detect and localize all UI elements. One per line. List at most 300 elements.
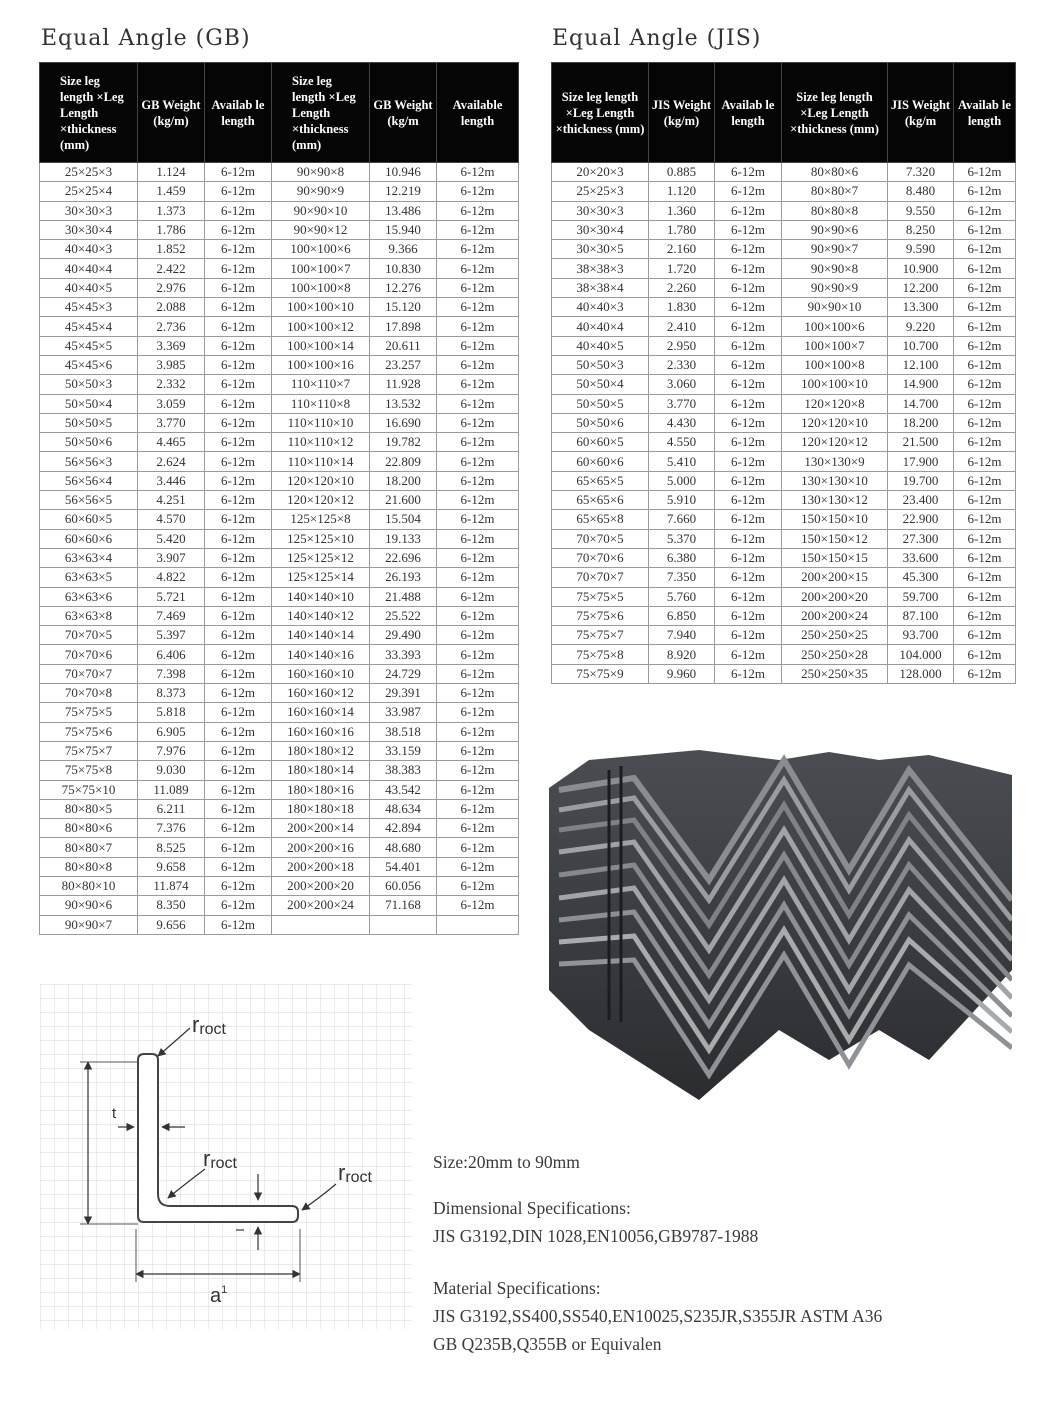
table-cell: 6-12m	[437, 452, 519, 471]
table-cell: 87.100	[888, 606, 954, 625]
table-cell: 17.900	[888, 452, 954, 471]
table-cell: 6-12m	[437, 413, 519, 432]
table-cell: 6-12m	[205, 259, 272, 278]
table-cell: 20.611	[370, 336, 437, 355]
table-cell: 45×45×4	[40, 317, 138, 336]
table-cell: 6-12m	[205, 336, 272, 355]
table-cell: 6-12m	[954, 220, 1016, 239]
table-cell: 75×75×10	[40, 780, 138, 799]
table-cell: 8.250	[888, 220, 954, 239]
table-cell: 2.950	[649, 336, 715, 355]
table-cell: 45×45×6	[40, 355, 138, 374]
table-cell: 5.910	[649, 491, 715, 510]
table-row	[40, 664, 519, 683]
table-cell: 33.987	[370, 703, 437, 722]
table-cell: 75×75×8	[552, 645, 649, 664]
table-cell: 6-12m	[954, 529, 1016, 548]
table-row	[552, 375, 1016, 394]
table-cell: 90×90×7	[40, 915, 138, 934]
table-cell: 6-12m	[715, 433, 782, 452]
table-cell: 30×30×5	[552, 240, 649, 259]
table-cell: 5.760	[649, 587, 715, 606]
table-cell: 125×125×14	[272, 568, 370, 587]
table-cell: 90×90×12	[272, 220, 370, 239]
table-cell: 70×70×6	[552, 548, 649, 567]
table-row	[40, 452, 519, 471]
table-cell: 6-12m	[205, 587, 272, 606]
table-cell: 5.000	[649, 471, 715, 490]
table-cell: 120×120×12	[272, 491, 370, 510]
table-cell: 13.486	[370, 201, 437, 220]
table-cell: 26.193	[370, 568, 437, 587]
table-cell: 6-12m	[954, 587, 1016, 606]
table-cell: 23.257	[370, 355, 437, 374]
table-cell: 12.100	[888, 355, 954, 374]
table-cell: 6-12m	[954, 317, 1016, 336]
table-row	[40, 684, 519, 703]
col-header-length: Availab le length	[205, 63, 272, 163]
table-row	[552, 259, 1016, 278]
table-cell: 120×120×10	[782, 413, 888, 432]
table-cell: 6-12m	[437, 355, 519, 374]
table-cell: 6-12m	[205, 915, 272, 934]
table-cell: 6-12m	[205, 838, 272, 857]
table-cell: 1.830	[649, 298, 715, 317]
table-row	[40, 741, 519, 760]
table-cell: 6-12m	[205, 491, 272, 510]
table-cell: 6-12m	[954, 645, 1016, 664]
table-row	[40, 857, 519, 876]
table-cell: 54.401	[370, 857, 437, 876]
col-header-weight: GB Weight (kg/m)	[138, 63, 205, 163]
table-cell: 250×250×28	[782, 645, 888, 664]
table-cell: 150×150×15	[782, 548, 888, 567]
table-row	[552, 471, 1016, 490]
table-cell: 16.690	[370, 413, 437, 432]
steel-angle-photo	[549, 730, 1012, 1150]
table-cell: 6-12m	[437, 336, 519, 355]
table-cell: 6-12m	[715, 510, 782, 529]
table-cell: 6-12m	[715, 587, 782, 606]
table-cell: 180×180×18	[272, 799, 370, 818]
table-row	[552, 606, 1016, 625]
table-cell: 6-12m	[437, 529, 519, 548]
table-cell: 5.420	[138, 529, 205, 548]
table-cell: 90×90×6	[782, 220, 888, 239]
table-cell: 3.907	[138, 548, 205, 567]
table-cell: 56×56×5	[40, 491, 138, 510]
table-cell: 2.976	[138, 278, 205, 297]
table-cell: 9.550	[888, 201, 954, 220]
table-row	[40, 838, 519, 857]
table-cell: 6-12m	[205, 375, 272, 394]
table-cell: 6-12m	[437, 722, 519, 741]
table-cell: 75×75×9	[552, 664, 649, 683]
table-cell: 9.590	[888, 240, 954, 259]
table-cell: 29.391	[370, 684, 437, 703]
table-cell: 6-12m	[205, 761, 272, 780]
table-cell: 12.276	[370, 278, 437, 297]
table-cell: 250×250×35	[782, 664, 888, 683]
r-label-inner: rroct	[203, 1146, 237, 1172]
table-cell: 120×120×12	[782, 433, 888, 452]
table-cell: 120×120×8	[782, 394, 888, 413]
table-cell: 6-12m	[715, 240, 782, 259]
table-cell: 6-12m	[205, 896, 272, 915]
table-cell: 50×50×3	[40, 375, 138, 394]
table-row	[40, 761, 519, 780]
table-cell: 75×75×8	[40, 761, 138, 780]
table-row	[40, 240, 519, 259]
table-cell: 6-12m	[715, 317, 782, 336]
table-cell: 70×70×7	[40, 664, 138, 683]
table-cell: 65×65×6	[552, 491, 649, 510]
material-spec-line-1: JIS G3192,SS400,SS540,EN10025,S235JR,S355JR ASTM A36	[433, 1306, 883, 1326]
table-cell: 25×25×4	[40, 182, 138, 201]
table-cell: 3.446	[138, 471, 205, 490]
table-cell: 65×65×8	[552, 510, 649, 529]
col-header-size-2: Size leg length ×Leg Length ×thickness (mm)	[272, 63, 370, 163]
table-cell: 6-12m	[437, 278, 519, 297]
table-cell: 13.300	[888, 298, 954, 317]
table-cell: 2.624	[138, 452, 205, 471]
material-spec-heading: Material Specifications:	[433, 1278, 601, 1298]
table-cell: 1.786	[138, 220, 205, 239]
table-cell: 100×100×8	[782, 355, 888, 374]
table-cell: 12.219	[370, 182, 437, 201]
table-cell: 6-12m	[954, 375, 1016, 394]
table-cell: 33.393	[370, 645, 437, 664]
table-cell: 6-12m	[715, 413, 782, 432]
table-cell: 6-12m	[715, 626, 782, 645]
table-cell: 6-12m	[437, 510, 519, 529]
table-cell: 75×75×7	[552, 626, 649, 645]
table-cell: 48.680	[370, 838, 437, 857]
table-cell: 2.160	[649, 240, 715, 259]
table-cell: 104.000	[888, 645, 954, 664]
table-cell: 33.159	[370, 741, 437, 760]
col-header-size: Size leg length ×Leg Length ×thickness (mm)	[552, 63, 649, 163]
table-cell: 7.376	[138, 819, 205, 838]
table-cell: 50×50×4	[40, 394, 138, 413]
table-cell: 15.504	[370, 510, 437, 529]
table-cell: 15.120	[370, 298, 437, 317]
table-cell: 6-12m	[437, 259, 519, 278]
table-cell: 100×100×6	[272, 240, 370, 259]
table-cell: 7.398	[138, 664, 205, 683]
table-cell: 8.350	[138, 896, 205, 915]
table-cell: 0.885	[649, 163, 715, 182]
table-cell: 40×40×4	[552, 317, 649, 336]
table-cell: 140×140×14	[272, 626, 370, 645]
table-cell: 130×130×9	[782, 452, 888, 471]
table-cell: 9.366	[370, 240, 437, 259]
table-cell: 125×125×10	[272, 529, 370, 548]
table-cell: 12.200	[888, 278, 954, 297]
table-row	[40, 548, 519, 567]
table-row	[40, 433, 519, 452]
table-cell: 6-12m	[437, 240, 519, 259]
table-cell: 4.822	[138, 568, 205, 587]
table-cell: 75×75×6	[552, 606, 649, 625]
table-cell: 6-12m	[205, 780, 272, 799]
table-cell: 180×180×16	[272, 780, 370, 799]
table-cell: 30×30×3	[40, 201, 138, 220]
table-cell: 120×120×10	[272, 471, 370, 490]
table-cell: 75×75×5	[40, 703, 138, 722]
table-cell: 6-12m	[437, 548, 519, 567]
table-cell: 6-12m	[205, 876, 272, 895]
table-cell: 14.900	[888, 375, 954, 394]
table-cell: 50×50×6	[40, 433, 138, 452]
table-cell: 6.380	[649, 548, 715, 567]
table-cell: 19.133	[370, 529, 437, 548]
table-cell: 6-12m	[205, 413, 272, 432]
table-cell: 6-12m	[437, 896, 519, 915]
table-cell: 110×110×14	[272, 452, 370, 471]
table-header-row	[552, 63, 1016, 163]
size-text: Size:20mm to 90mm	[433, 1152, 580, 1172]
material-spec-line-2: GB Q235B,Q355B or Equivalen	[433, 1334, 662, 1354]
table-cell: 6-12m	[205, 799, 272, 818]
table-row	[552, 220, 1016, 239]
table-cell: 6-12m	[437, 819, 519, 838]
table-cell: 6-12m	[205, 471, 272, 490]
table-row	[40, 915, 519, 934]
table-row	[40, 278, 519, 297]
table-cell: 11.928	[370, 375, 437, 394]
table-cell: 70×70×5	[40, 626, 138, 645]
table-cell: 6-12m	[205, 568, 272, 587]
table-cell: 22.696	[370, 548, 437, 567]
table-cell: 6-12m	[205, 684, 272, 703]
table-cell: 6-12m	[715, 163, 782, 182]
table-cell: 5.397	[138, 626, 205, 645]
table-cell: 38×38×4	[552, 278, 649, 297]
table-row	[40, 317, 519, 336]
table-cell: 70×70×8	[40, 684, 138, 703]
table-cell: 5.370	[649, 529, 715, 548]
table-cell: 250×250×25	[782, 626, 888, 645]
table-cell: 27.300	[888, 529, 954, 548]
table-cell: 7.350	[649, 568, 715, 587]
table-cell: 63×63×8	[40, 606, 138, 625]
table-row	[40, 394, 519, 413]
table-cell: 2.736	[138, 317, 205, 336]
table-row	[40, 182, 519, 201]
table-cell: 63×63×6	[40, 587, 138, 606]
gb-equal-angle-table	[39, 62, 519, 935]
table-cell: 70×70×6	[40, 645, 138, 664]
table-cell	[370, 915, 437, 934]
table-cell: 1.124	[138, 163, 205, 182]
table-cell: 8.373	[138, 684, 205, 703]
table-cell: 80×80×5	[40, 799, 138, 818]
table-cell: 6-12m	[715, 645, 782, 664]
table-cell: 1.780	[649, 220, 715, 239]
table-cell: 1.852	[138, 240, 205, 259]
table-cell: 15.940	[370, 220, 437, 239]
table-row	[40, 163, 519, 182]
table-cell: 6.211	[138, 799, 205, 818]
table-cell: 63×63×5	[40, 568, 138, 587]
table-row	[552, 298, 1016, 317]
table-cell: 60×60×5	[552, 433, 649, 452]
table-cell: 2.410	[649, 317, 715, 336]
table-cell: 110×110×7	[272, 375, 370, 394]
table-cell: 200×200×24	[272, 896, 370, 915]
table-cell: 6-12m	[437, 394, 519, 413]
table-cell: 56×56×4	[40, 471, 138, 490]
table-row	[552, 413, 1016, 432]
table-cell: 6-12m	[437, 587, 519, 606]
table-cell: 6-12m	[205, 201, 272, 220]
table-cell: 71.168	[370, 896, 437, 915]
table-row	[552, 664, 1016, 683]
table-cell: 9.656	[138, 915, 205, 934]
table-cell: 200×200×16	[272, 838, 370, 857]
table-cell: 33.600	[888, 548, 954, 567]
table-cell: 21.500	[888, 433, 954, 452]
table-row	[552, 626, 1016, 645]
table-cell: 6-12m	[205, 452, 272, 471]
table-cell: 130×130×12	[782, 491, 888, 510]
table-cell: 50×50×3	[552, 355, 649, 374]
table-cell: 93.700	[888, 626, 954, 645]
table-cell: 3.985	[138, 355, 205, 374]
table-cell: 90×90×8	[782, 259, 888, 278]
table-cell: 160×160×10	[272, 664, 370, 683]
table-row	[40, 568, 519, 587]
table-cell: 40×40×5	[40, 278, 138, 297]
table-cell: 6-12m	[437, 684, 519, 703]
table-cell: 6-12m	[715, 355, 782, 374]
table-cell: 42.894	[370, 819, 437, 838]
table-cell: 21.488	[370, 587, 437, 606]
table-cell: 7.976	[138, 741, 205, 760]
table-cell: 11.874	[138, 876, 205, 895]
table-cell: 6-12m	[954, 413, 1016, 432]
table-cell: 6-12m	[715, 298, 782, 317]
table-cell: 63×63×4	[40, 548, 138, 567]
table-cell: 10.830	[370, 259, 437, 278]
table-cell: 10.700	[888, 336, 954, 355]
table-cell: 1.373	[138, 201, 205, 220]
table-cell: 6-12m	[954, 394, 1016, 413]
table-row	[40, 799, 519, 818]
table-cell: 80×80×8	[40, 857, 138, 876]
table-cell: 60×60×5	[40, 510, 138, 529]
table-cell: 6-12m	[437, 317, 519, 336]
table-cell: 6-12m	[715, 471, 782, 490]
table-cell: 6-12m	[954, 510, 1016, 529]
table-cell: 2.330	[649, 355, 715, 374]
table-cell: 25.522	[370, 606, 437, 625]
table-cell: 90×90×9	[782, 278, 888, 297]
table-cell: 6-12m	[205, 645, 272, 664]
table-row	[552, 317, 1016, 336]
table-cell: 80×80×7	[40, 838, 138, 857]
table-cell: 23.400	[888, 491, 954, 510]
dimensional-spec-values: JIS G3192,DIN 1028,EN10056,GB9787-1988	[433, 1226, 759, 1246]
table-cell: 43.542	[370, 780, 437, 799]
table-row	[40, 529, 519, 548]
table-cell: 7.940	[649, 626, 715, 645]
table-row	[40, 626, 519, 645]
table-cell: 6-12m	[205, 394, 272, 413]
table-cell: 70×70×5	[552, 529, 649, 548]
table-cell: 25×25×3	[552, 182, 649, 201]
table-row	[552, 240, 1016, 259]
table-cell: 8.480	[888, 182, 954, 201]
table-cell: 7.469	[138, 606, 205, 625]
table-cell: 6-12m	[954, 355, 1016, 374]
table-row	[552, 201, 1016, 220]
table-cell: 100×100×6	[782, 317, 888, 336]
table-cell: 6-12m	[437, 741, 519, 760]
gb-table-title: Equal Angle (GB)	[41, 26, 251, 51]
table-cell: 3.770	[138, 413, 205, 432]
r-label-top: rroct	[192, 1012, 226, 1038]
table-cell: 200×200×20	[272, 876, 370, 895]
table-row	[40, 645, 519, 664]
table-cell: 6-12m	[954, 278, 1016, 297]
table-row	[40, 259, 519, 278]
table-cell: 20×20×3	[552, 163, 649, 182]
table-cell	[272, 915, 370, 934]
table-row	[40, 587, 519, 606]
table-cell: 128.000	[888, 664, 954, 683]
table-cell: 130×130×10	[782, 471, 888, 490]
table-cell: 6-12m	[437, 375, 519, 394]
table-cell	[437, 915, 519, 934]
table-cell: 140×140×16	[272, 645, 370, 664]
table-cell: 6-12m	[954, 606, 1016, 625]
table-cell: 125×125×8	[272, 510, 370, 529]
table-cell: 45×45×3	[40, 298, 138, 317]
table-cell: 110×110×12	[272, 433, 370, 452]
table-cell: 38.518	[370, 722, 437, 741]
table-cell: 8.525	[138, 838, 205, 857]
table-row	[552, 182, 1016, 201]
table-cell: 140×140×10	[272, 587, 370, 606]
table-cell: 160×160×14	[272, 703, 370, 722]
table-cell: 100×100×12	[272, 317, 370, 336]
table-cell: 3.770	[649, 394, 715, 413]
table-cell: 6-12m	[954, 664, 1016, 683]
table-cell: 150×150×12	[782, 529, 888, 548]
table-cell: 90×90×9	[272, 182, 370, 201]
table-cell: 80×80×6	[782, 163, 888, 182]
table-row	[40, 471, 519, 490]
table-cell: 100×100×7	[782, 336, 888, 355]
table-cell: 1.120	[649, 182, 715, 201]
table-cell: 29.490	[370, 626, 437, 645]
table-cell: 6-12m	[954, 336, 1016, 355]
table-cell: 4.550	[649, 433, 715, 452]
table-cell: 24.729	[370, 664, 437, 683]
table-cell: 6.850	[649, 606, 715, 625]
table-cell: 9.658	[138, 857, 205, 876]
table-cell: 18.200	[888, 413, 954, 432]
col-header-weight-2: JIS Weight (kg/m	[888, 63, 954, 163]
table-cell: 6-12m	[437, 163, 519, 182]
table-cell: 19.700	[888, 471, 954, 490]
table-row	[552, 645, 1016, 664]
table-cell: 3.060	[649, 375, 715, 394]
col-header-size-2: Size leg length ×Leg Length ×thickness (mm)	[782, 63, 888, 163]
table-cell: 150×150×10	[782, 510, 888, 529]
